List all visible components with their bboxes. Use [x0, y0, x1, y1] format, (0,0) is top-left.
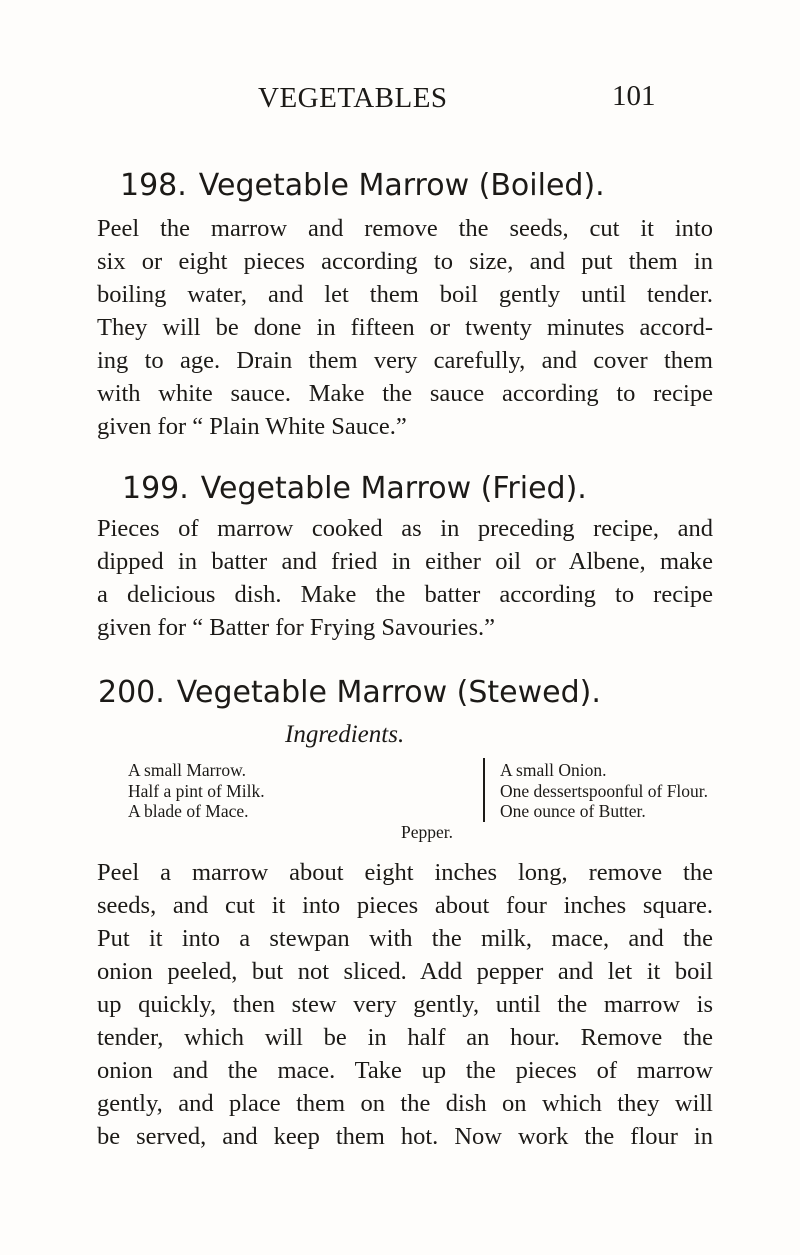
- text-line: onion peeled, but not sliced. Add pepper and let it boil: [97, 958, 713, 985]
- recipe-title: Vegetable Marrow (Fried).: [200, 471, 587, 506]
- text-line: gently, and place them on the dish on which they will: [97, 1090, 713, 1117]
- recipe-number: 199.: [122, 471, 189, 506]
- recipe-number: 200.: [98, 675, 165, 710]
- text-line: onion and the mace. Take up the pieces of marrow: [97, 1057, 713, 1084]
- ingredients-right-column: [500, 760, 708, 822]
- text-line: Peel the marrow and remove the seeds, cut it into: [97, 215, 713, 242]
- ingredient-item: A blade of Mace.: [128, 801, 249, 821]
- text-line: with white sauce. Make the sauce according to recipe: [97, 380, 713, 407]
- text-line: dipped in batter and fried in either oil or Albene, make: [97, 548, 713, 575]
- ingredients-divider: [483, 758, 485, 822]
- ingredient-item: A small Onion.: [500, 760, 607, 780]
- text-line: seeds, and cut it into pieces about four inches square.: [97, 892, 713, 919]
- ingredient-item-centered: Pepper.: [401, 822, 454, 842]
- page-number: 101: [612, 80, 656, 112]
- text-line: They will be done in fifteen or twenty minutes accord-: [97, 314, 713, 341]
- ingredients-left-column: [128, 760, 265, 822]
- text-line: Peel a marrow about eight inches long, remove the: [97, 859, 713, 886]
- text-line: tender, which will be in half an hour. Remove the: [97, 1024, 713, 1051]
- text-line: six or eight pieces according to size, and put them in: [97, 248, 713, 275]
- text-line: ing to age. Drain them very carefully, and cover them: [97, 347, 713, 374]
- ingredient-item: Half a pint of Milk.: [128, 780, 265, 801]
- ingredient-item: One ounce of Butter.: [500, 801, 646, 821]
- text-line: be served, and keep them hot. Now work the flour in: [97, 1123, 713, 1150]
- recipe-199-heading: [122, 471, 800, 506]
- text-line: given for “ Batter for Frying Savouries.”: [97, 614, 496, 641]
- recipe-200-heading: [98, 675, 800, 710]
- text-line: boiling water, and let them boil gently until tender.: [97, 281, 713, 308]
- text-line: given for “ Plain White Sauce.”: [97, 413, 407, 440]
- recipe-198-heading: [120, 168, 800, 203]
- text-line: Put it into a stewpan with the milk, mace, and the: [97, 925, 713, 952]
- text-line: up quickly, then stew very gently, until the marrow is: [97, 991, 713, 1018]
- text-line: Pieces of marrow cooked as in preceding recipe, and: [97, 515, 713, 542]
- recipe-200-text: [97, 856, 713, 1153]
- text-line: a delicious dish. Make the batter according to recipe: [97, 581, 713, 608]
- recipe-title: Vegetable Marrow (Stewed).: [176, 675, 601, 710]
- recipe-number: 198.: [120, 168, 187, 203]
- recipe-199-text: [97, 512, 713, 644]
- running-head-title: VEGETABLES: [258, 82, 448, 114]
- recipe-198-text: [97, 212, 713, 443]
- ingredients-heading: Ingredients.: [285, 721, 405, 748]
- recipe-title: Vegetable Marrow (Boiled).: [198, 168, 605, 203]
- ingredient-item: One dessertspoonful of Flour.: [500, 780, 709, 801]
- ingredient-item: A small Marrow.: [128, 760, 246, 780]
